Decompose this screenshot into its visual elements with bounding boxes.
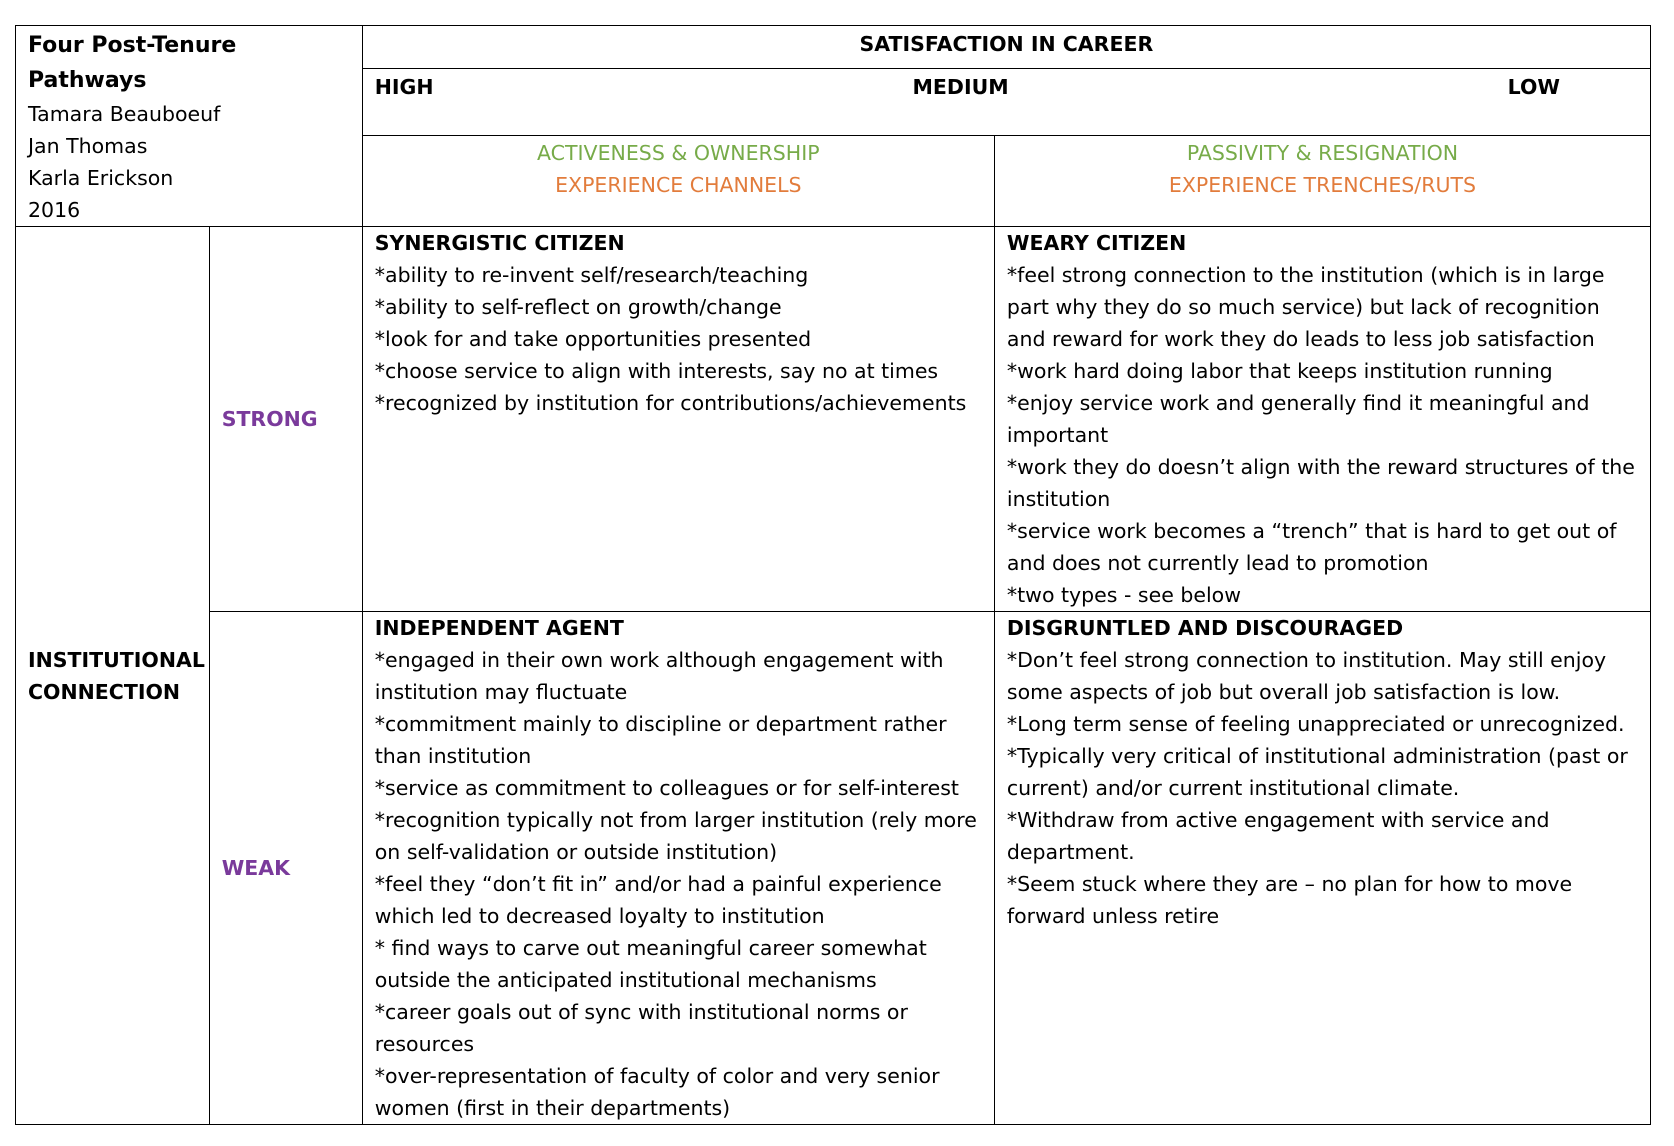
row-axis-label-line-1: INSTITUTIONAL [28,647,205,672]
passivity-resignation-label: PASSIVITY & RESIGNATION [1186,140,1459,165]
disgruntled-item: *Typically very critical of institutional administration (past or current) and/or current institutional climate. [1006,744,1628,800]
synergistic-item: *ability to re-invent self/research/teaching [374,263,809,287]
experience-channels-label: EXPERIENCE CHANNELS [555,172,802,197]
satisfaction-title: SATISFACTION IN CAREER [859,32,1154,56]
weary-item: *work hard doing labor that keeps institution running [1006,359,1553,383]
synergistic-item: *ability to self-reflect on growth/change [374,295,782,319]
weary-item: *service work becomes a “trench” that is hard to get out of and does not currently lead to promotion [1006,519,1617,575]
synergistic-citizen-cell [362,227,994,612]
synergistic-item: *look for and take opportunities presented [374,327,812,351]
independent-item: *service as commitment to colleagues or for self-interest [374,776,959,800]
synergistic-citizen-title: SYNERGISTIC CITIZEN [374,231,625,255]
independent-item: * find ways to carve out meaningful career somewhat outside the anticipated institutional mechanisms [374,936,927,992]
independent-item: *feel they “don’t fit in” and/or had a painful experience which led to decreased loyalty to institution [374,872,942,928]
scale-medium-label: MEDIUM [912,75,1009,100]
independent-item: *engaged in their own work although engagement with institution may fluctuate [374,648,944,704]
independent-agent-cell [362,612,994,1125]
active-group-header [362,135,994,226]
independent-item: *recognition typically not from larger institution (rely more on self-validation or outside institution) [374,808,977,864]
independent-item: *over-representation of faculty of color and very senior women (first in their departments) [374,1064,940,1120]
pathways-table [15,25,1651,1125]
row-axis-label-line-2: CONNECTION [28,679,181,704]
disgruntled-item: *Withdraw from active engagement with service and department. [1006,808,1550,864]
weary-item: *two types - see below [1006,583,1241,607]
weary-item: *feel strong connection to the institution (which is in large part why they do so much service) but lack of recognition and reward for work they do leads to less job satisfaction [1006,263,1605,351]
publication-year: 2016 [28,198,81,222]
weary-item: *enjoy service work and generally find it meaningful and important [1006,391,1590,447]
strong-label: STRONG [221,407,318,431]
title-cell [16,26,363,227]
author-3: Karla Erickson [28,166,174,190]
weary-citizen-title: WEARY CITIZEN [1006,231,1187,255]
disgruntled-item: *Seem stuck where they are – no plan for how to move forward unless retire [1006,872,1573,928]
disgruntled-item: *Long term sense of feeling unappreciated or unrecognized. [1006,712,1625,736]
satisfaction-scale [362,69,1650,135]
weak-label: WEAK [221,856,291,880]
synergistic-item: *choose service to align with interests, say no at times [374,359,939,383]
independent-agent-title: INDEPENDENT AGENT [374,616,624,640]
synergistic-item: *recognized by institution for contributions/achievements [374,391,967,415]
independent-item: *career goals out of sync with institutional norms or resources [374,1000,908,1056]
document-title-line-1: Four Post-Tenure [28,33,237,58]
disgruntled-item: *Don’t feel strong connection to institution. May still enjoy some aspects of job but overall job satisfaction is low. [1006,648,1607,704]
weary-citizen-cell [994,227,1650,612]
passive-group-header [994,135,1650,226]
document-title-line-2: Pathways [28,68,147,93]
scale-high-label: HIGH [374,75,434,100]
scale-low-label: LOW [1507,75,1560,100]
weary-item: *work they do doesn’t align with the reward structures of the institution [1006,455,1635,511]
author-1: Tamara Beauboeuf [28,102,221,126]
satisfaction-header [362,26,1650,69]
strong-cell [209,227,362,612]
institutional-connection-cell [16,227,210,1125]
experience-trenches-label: EXPERIENCE TRENCHES/RUTS [1168,172,1476,197]
independent-item: *commitment mainly to discipline or department rather than institution [374,712,947,768]
author-2: Jan Thomas [28,134,148,158]
disgruntled-discouraged-title: DISGRUNTLED AND DISCOURAGED [1006,616,1404,640]
disgruntled-discouraged-cell [994,612,1650,1125]
weak-cell [209,612,362,1125]
active-ownership-label: ACTIVENESS & OWNERSHIP [537,140,820,165]
